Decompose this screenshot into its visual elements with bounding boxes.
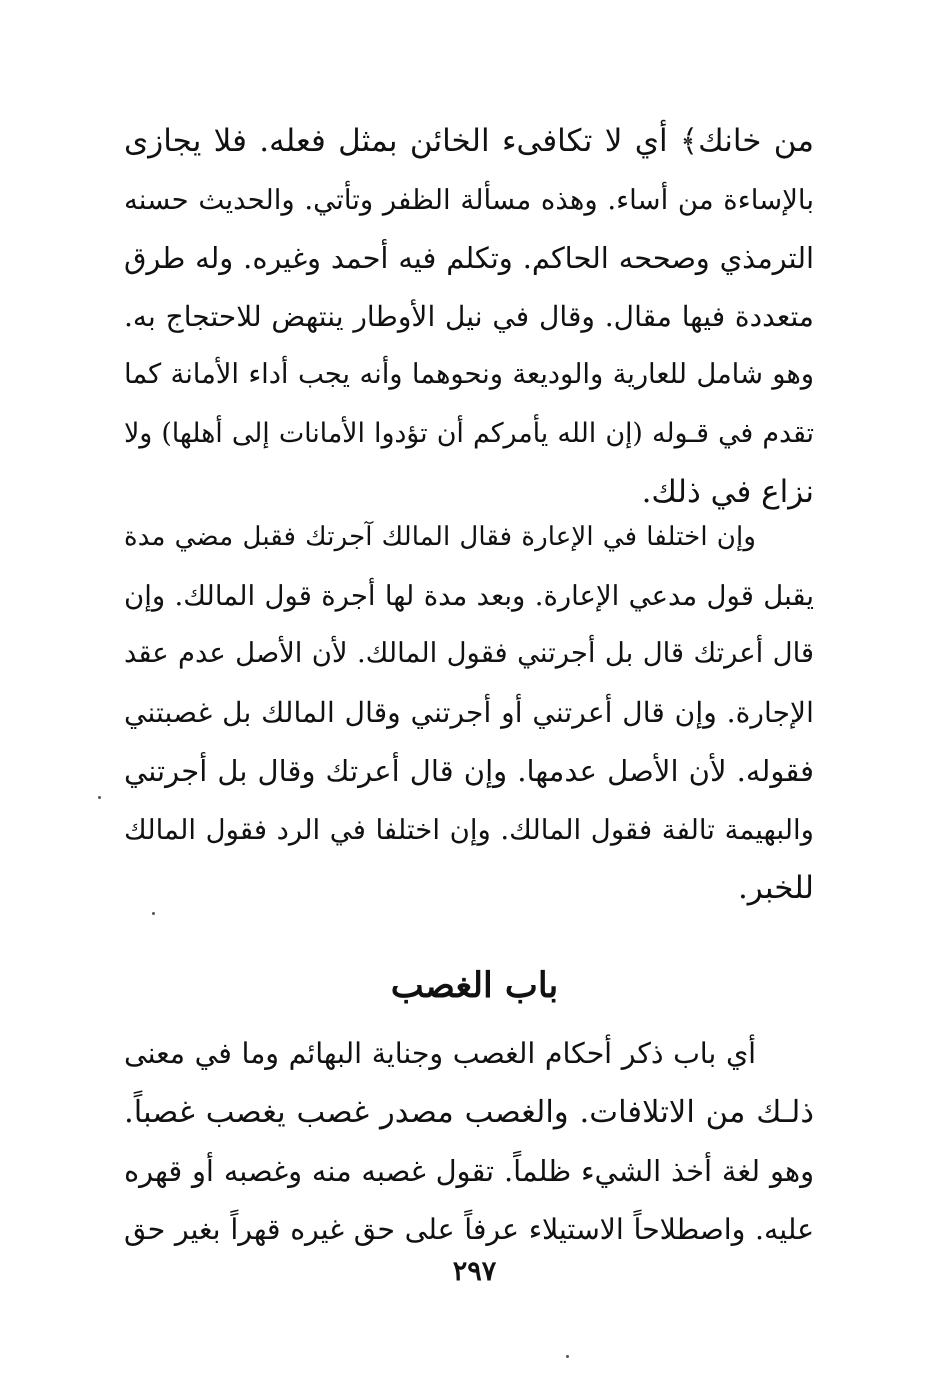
page-number: ٢٩٧	[452, 1256, 497, 1287]
text-line: يقبل قول مدعي الإعارة. وبعد مدة لها أجرة قول المالك. وإن	[124, 579, 814, 612]
text-line: تقدم في قـوله (إن الله يأمركم أن تؤدوا الأمانات إلى أهلها) ولا	[124, 417, 814, 449]
text-line: قال أعرتك قال بل أجرتني فقول المالك. لأن الأصل عدم عقد	[124, 638, 814, 669]
text-line: متعددة فيها مقال. وقال في نيل الأوطار ينتهض للاحتجاج به.	[124, 299, 814, 333]
text-line: وهو لغة أخذ الشيء ظلماً. تقول غصبه منه وغصبه أو قهره	[124, 1154, 814, 1188]
text-line: الترمذي وصححه الحاكم. وتكلم فيه أحمد وغيره. وله طرق	[124, 241, 814, 275]
paragraph-2	[124, 508, 814, 918]
text-line: فقوله. لأن الأصل عدمها. وإن قال أعرتك وقال بل أجرتني	[124, 754, 814, 788]
text-line: وإن اختلفا في الإعارة فقال المالك آجرتك فقبل مضي مدة	[124, 522, 756, 552]
scan-speck	[152, 912, 155, 915]
text-line: أي باب ذكر أحكام الغصب وجناية البهائم وما في معنى	[124, 1037, 756, 1070]
text-line: عليه. واصطلاحاً الاستيلاء عرفاً على حق غيره قهراً بغير حق	[124, 1212, 814, 1246]
section-heading: باب الغصب	[390, 965, 559, 1006]
text-line: نزاع في ذلك.	[641, 474, 814, 510]
paragraph-1	[124, 112, 814, 522]
scan-speck	[98, 796, 101, 799]
text-line: والبهيمة تالفة فقول المالك. وإن اختلفا في الرد فقول المالك	[124, 812, 814, 846]
text-line: ذلـك من الاتلافات. والغصب مصدر غصب يغصب غصباً.	[124, 1094, 814, 1130]
text-line: الإجارة. وإن قال أعرتني أو أجرتني وقال المالك بل غصبتني	[124, 695, 814, 729]
text-line: وهو شامل للعارية والوديعة ونحوهما وأنه يجب أداء الأمانة كما	[124, 359, 814, 390]
text-line: من خانك﴾ أي لا تكافىء الخائن بمثل فعله. فلا يجازى	[124, 123, 814, 159]
text-line: للخبر.	[737, 870, 814, 906]
paragraph-3	[124, 1025, 814, 1259]
scan-speck	[566, 1355, 569, 1358]
text-line: بالإساءة من أساء. وهذه مسألة الظفر وتأتي. والحديث حسنه	[124, 182, 814, 216]
